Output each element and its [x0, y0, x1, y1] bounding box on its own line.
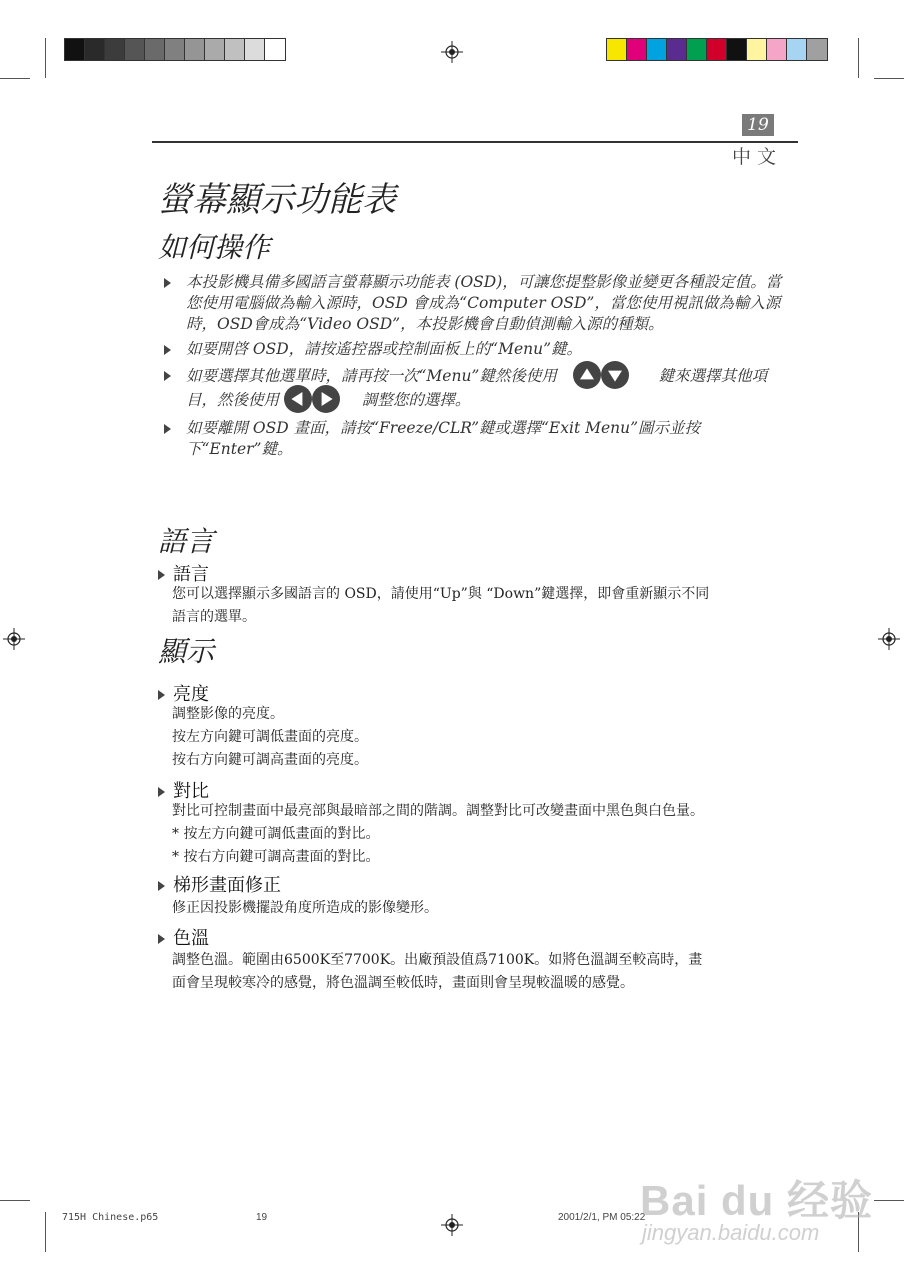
page-number: 19 — [742, 114, 774, 136]
item-title-text: 語言 — [173, 564, 209, 585]
color-swatch — [85, 39, 105, 60]
color-swatch — [145, 39, 165, 60]
color-swatch — [165, 39, 185, 60]
color-swatch — [727, 39, 747, 60]
brightness-description — [172, 703, 792, 772]
up-arrow-button-icon — [573, 361, 601, 389]
bullet-triangle-icon — [158, 690, 165, 700]
watermark-brand: Bai du 经验 — [640, 1177, 874, 1224]
language-description — [172, 583, 792, 629]
bullet-triangle-icon — [164, 345, 171, 355]
color-temp-title — [158, 924, 209, 950]
paragraph-line: 面會呈現較寒冷的感覺，將色溫調至較低時，畫面則會呈現較溫暖的感覺。 — [172, 975, 634, 991]
color-swatch — [125, 39, 145, 60]
list-item — [162, 365, 782, 413]
color-bar — [606, 38, 828, 61]
crop-mark — [0, 78, 30, 79]
list-item — [162, 339, 782, 360]
paragraph-line: 語言的選單。 — [172, 609, 256, 625]
color-swatch — [807, 39, 827, 60]
bullet-text: 如要離開 OSD 畫面，請按“Freeze/CLR”鍵或選擇“Exit Menu”圖示並按下“Enter”鍵。 — [186, 419, 701, 458]
language-tag: 中文 — [732, 146, 783, 168]
paragraph-line: 您可以選擇顯示多國語言的 OSD，請使用“Up”與 “Down”鍵選擇，即會重新顯示不同 — [172, 586, 710, 602]
footer-date: 2001/2/1, PM 05:22 — [558, 1212, 646, 1223]
crop-mark — [874, 1200, 904, 1201]
keystone-description — [172, 897, 792, 920]
item-title-text: 色溫 — [173, 928, 209, 949]
color-swatch — [105, 39, 125, 60]
bullet-triangle-icon — [164, 371, 171, 381]
footer-filename: 715H Chinese.p65 — [62, 1212, 159, 1223]
bullet-triangle-icon — [158, 881, 165, 891]
list-item — [162, 272, 782, 335]
item-title-text: 亮度 — [173, 684, 209, 705]
color-swatch — [225, 39, 245, 60]
color-swatch — [647, 39, 667, 60]
crop-mark — [858, 38, 859, 78]
bullet-triangle-icon — [164, 424, 171, 434]
bullet-triangle-icon — [158, 934, 165, 944]
crop-mark — [874, 78, 904, 79]
bullet-text: 如要開啓 OSD，請按遙控器或控制面板上的“Menu”鍵。 — [186, 340, 583, 358]
color-swatch — [245, 39, 265, 60]
paragraph-line: 修正因投影機擺設角度所造成的影像變形。 — [172, 900, 438, 916]
paragraph-line: 調整影像的亮度。 — [172, 706, 284, 722]
right-arrow-button-icon — [312, 385, 340, 413]
color-swatch — [707, 39, 727, 60]
crop-mark — [45, 38, 46, 78]
language-heading: 語言 — [158, 525, 215, 558]
watermark-url: jingyan.baidu.com — [642, 1220, 820, 1245]
color-swatch — [185, 39, 205, 60]
grayscale-bar — [64, 38, 286, 61]
list-item — [162, 418, 782, 460]
how-to-heading: 如何操作 — [158, 231, 271, 264]
color-swatch — [205, 39, 225, 60]
color-swatch — [65, 39, 85, 60]
color-swatch — [767, 39, 787, 60]
bullet-triangle-icon — [158, 570, 165, 580]
bullet-text: 本投影機具備多國語言螢幕顯示功能表 (OSD)，可讓您提整影像並變更各種設定值。當您使用電腦做為輸入源時，OSD 會成為“Computer OSD”，當您使用視訊做為輸入源時，OSD會成為“Video OSD”，本投影機會自動偵測輸入源的種類。 — [186, 273, 782, 333]
paragraph-line: 按右方向鍵可調高畫面的亮度。 — [172, 752, 368, 768]
footer-page: 19 — [256, 1212, 268, 1223]
color-swatch — [687, 39, 707, 60]
left-arrow-button-icon — [284, 385, 312, 413]
down-arrow-button-icon — [601, 361, 629, 389]
color-swatch — [607, 39, 627, 60]
registration-mark-icon — [878, 628, 900, 650]
paragraph-line: 按左方向鍵可調低畫面的亮度。 — [172, 729, 368, 745]
crop-mark — [0, 1200, 30, 1201]
paragraph-line: * 按左方向鍵可調低畫面的對比。 — [172, 826, 380, 842]
registration-mark-icon — [3, 628, 25, 650]
color-swatch — [787, 39, 807, 60]
header-rule — [152, 141, 798, 143]
keystone-title — [158, 871, 281, 897]
registration-mark-icon — [441, 1214, 463, 1236]
page-title: 螢幕顯示功能表 — [158, 180, 396, 220]
registration-mark-icon — [441, 41, 463, 63]
color-swatch — [747, 39, 767, 60]
color-swatch — [627, 39, 647, 60]
crop-mark — [45, 1212, 46, 1252]
item-title-text: 對比 — [173, 781, 209, 802]
paragraph-line: * 按右方向鍵可調高畫面的對比。 — [172, 849, 380, 865]
color-swatch — [667, 39, 687, 60]
item-title-text: 梯形畫面修正 — [173, 875, 281, 896]
paragraph-line: 調整色溫。範圍由6500K至7700K。出廠預設值爲7100K。如將色溫調至較高時，畫 — [172, 952, 703, 968]
bullet-text: 鍵來選擇其他項目，然後使用 — [186, 367, 768, 409]
contrast-description — [172, 800, 792, 869]
display-heading: 顯示 — [158, 635, 215, 668]
paragraph-line: 對比可控制畫面中最亮部與最暗部之間的階調。調整對比可改變畫面中黑色與白色量。 — [172, 803, 704, 819]
bullet-text: 如要選擇其他選單時，請再按一次“Menu”鍵然後使用 — [186, 367, 557, 385]
bullet-triangle-icon — [158, 787, 165, 797]
color-swatch — [265, 39, 285, 60]
bullet-triangle-icon — [164, 278, 171, 288]
color-temp-description — [172, 949, 792, 995]
how-to-list — [162, 272, 782, 460]
bullet-text: 調整您的選擇。 — [361, 391, 471, 409]
